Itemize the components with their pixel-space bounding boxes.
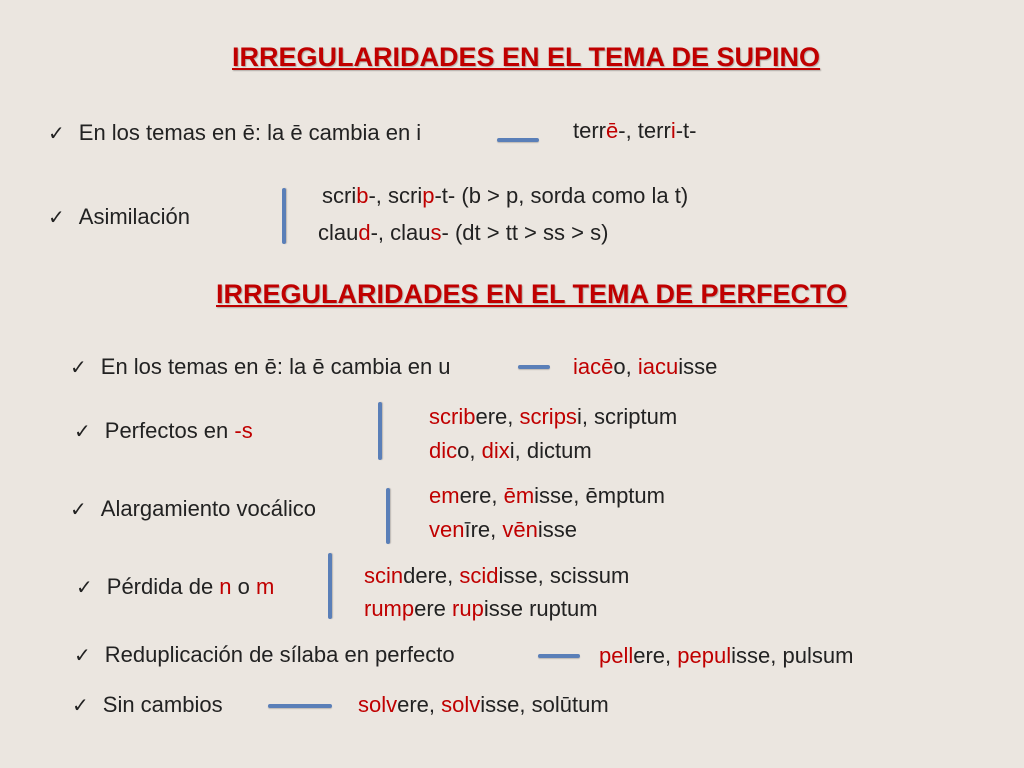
highlight-text: ē	[601, 354, 614, 379]
highlight-text: iac	[573, 354, 602, 379]
list-item-supino-2	[48, 204, 190, 230]
example-supino-1	[573, 114, 696, 148]
highlight-text: pell	[599, 643, 634, 668]
highlight-text: ēm	[503, 483, 535, 508]
checkmark-icon: ✓	[76, 577, 93, 599]
highlight-text: m	[256, 574, 275, 599]
highlight-text: dic	[429, 438, 458, 463]
highlight-text: i	[670, 118, 676, 143]
highlight-text: rump	[364, 596, 415, 621]
checkmark-icon: ✓	[74, 421, 91, 443]
item-label: Asimilación	[78, 204, 191, 229]
highlight-text: scrib	[429, 404, 476, 429]
highlight-text: d	[358, 220, 371, 245]
highlight-text: ven	[429, 517, 465, 542]
example-text: isse, solūtum	[480, 692, 609, 717]
checkmark-icon: ✓	[72, 695, 89, 717]
highlight-text: solv	[441, 692, 481, 717]
highlight-text: p	[422, 183, 435, 208]
example-text: ere	[633, 643, 666, 668]
example-text: dere	[403, 563, 448, 588]
example-perfecto-3b	[429, 513, 577, 547]
highlight-text: scin	[364, 563, 404, 588]
list-item-perfecto-2	[74, 418, 253, 444]
example-text: -, clau	[370, 220, 431, 245]
list-item-perfecto-1	[70, 354, 451, 380]
example-text: īre	[464, 517, 491, 542]
example-text: o	[231, 574, 257, 599]
example-perfecto-3a	[429, 479, 665, 513]
example-text: isse, ēmptum	[534, 483, 665, 508]
example-text: ere	[475, 404, 508, 429]
item-label: Sin cambios	[102, 692, 223, 717]
example-perfecto-1	[573, 350, 717, 384]
highlight-text: vēn	[502, 517, 538, 542]
item-label-highlight: -s	[234, 418, 253, 443]
highlight-text: b	[356, 183, 369, 208]
example-text: isse	[537, 517, 578, 542]
item-label: En los temas en ē: la ē cambia en u	[100, 354, 451, 379]
example-text: - (dt > tt > ss > s)	[441, 220, 609, 245]
item-label: Reduplicación de sílaba en perfecto	[104, 642, 455, 667]
item-label: En los temas en ē: la ē cambia en i	[78, 120, 422, 145]
list-item-perfecto-6	[72, 692, 223, 718]
list-item-perfecto-3	[70, 496, 316, 522]
example-text: terr	[573, 118, 606, 143]
highlight-text: scrips	[519, 404, 577, 429]
example-text: o,	[613, 354, 638, 379]
highlight-text: n	[219, 574, 232, 599]
connector-line	[386, 488, 390, 544]
example-supino-2b	[318, 216, 608, 250]
example-text: ,	[665, 643, 678, 668]
example-text: isse, scissum	[498, 563, 630, 588]
highlight-text: scid	[459, 563, 499, 588]
example-text: o	[457, 438, 470, 463]
checkmark-icon: ✓	[70, 499, 87, 521]
connector-line	[268, 704, 332, 708]
example-text: ,	[447, 563, 460, 588]
example-text: ere	[397, 692, 429, 717]
example-text: ,	[491, 483, 504, 508]
example-text: isse, pulsum	[731, 643, 854, 668]
example-text: -, terr	[618, 118, 671, 143]
example-text: i, scriptum	[576, 404, 678, 429]
connector-line	[538, 654, 580, 658]
example-text: ,	[507, 404, 520, 429]
example-perfecto-4b	[364, 592, 598, 626]
example-text: scri	[322, 183, 357, 208]
title-supino: IRREGULARIDADES EN EL TEMA DE SUPINO	[232, 42, 821, 72]
checkmark-icon: ✓	[70, 357, 87, 379]
example-perfecto-6	[358, 688, 609, 722]
highlight-text: iacu	[637, 354, 679, 379]
item-label: Perfectos en	[104, 418, 235, 443]
example-text: ere	[459, 483, 492, 508]
highlight-text: rup	[452, 596, 484, 621]
example-text: isse ruptum	[483, 596, 598, 621]
example-text: ,	[490, 517, 503, 542]
connector-line	[497, 138, 539, 142]
example-perfecto-2a	[429, 400, 677, 434]
example-text: -t- (b > p, sorda como la t)	[434, 183, 689, 208]
example-text: ,	[469, 438, 482, 463]
example-text: Pérdida de	[106, 574, 220, 599]
title-perfecto: IRREGULARIDADES EN EL TEMA DE PERFECTO	[216, 279, 848, 309]
example-text: i, dictum	[509, 438, 592, 463]
item-label: Alargamiento vocálico	[100, 496, 316, 521]
list-item-perfecto-4	[76, 574, 274, 600]
example-text: -, scri	[368, 183, 423, 208]
example-perfecto-4a	[364, 559, 629, 593]
highlight-text: s	[430, 220, 442, 245]
connector-line	[378, 402, 382, 460]
connector-line	[282, 188, 286, 244]
highlight-text: pepul	[677, 643, 732, 668]
connector-line	[328, 553, 332, 619]
highlight-text: em	[429, 483, 460, 508]
example-text: -t-	[675, 118, 697, 143]
example-perfecto-5	[599, 639, 853, 673]
example-supino-2a	[322, 179, 688, 213]
example-perfecto-2b	[429, 434, 592, 468]
list-item-perfecto-5	[74, 642, 455, 668]
example-text: ,	[428, 692, 442, 717]
highlight-text: ē	[606, 118, 619, 143]
example-text: clau	[318, 220, 359, 245]
highlight-text: dix	[481, 438, 510, 463]
list-item-supino-1	[48, 120, 421, 146]
checkmark-icon: ✓	[48, 207, 65, 229]
connector-line	[518, 365, 550, 369]
example-text: ere	[414, 596, 446, 621]
checkmark-icon: ✓	[74, 645, 91, 667]
checkmark-icon: ✓	[48, 123, 65, 145]
example-text: isse	[678, 354, 718, 379]
highlight-text: solv	[358, 692, 398, 717]
